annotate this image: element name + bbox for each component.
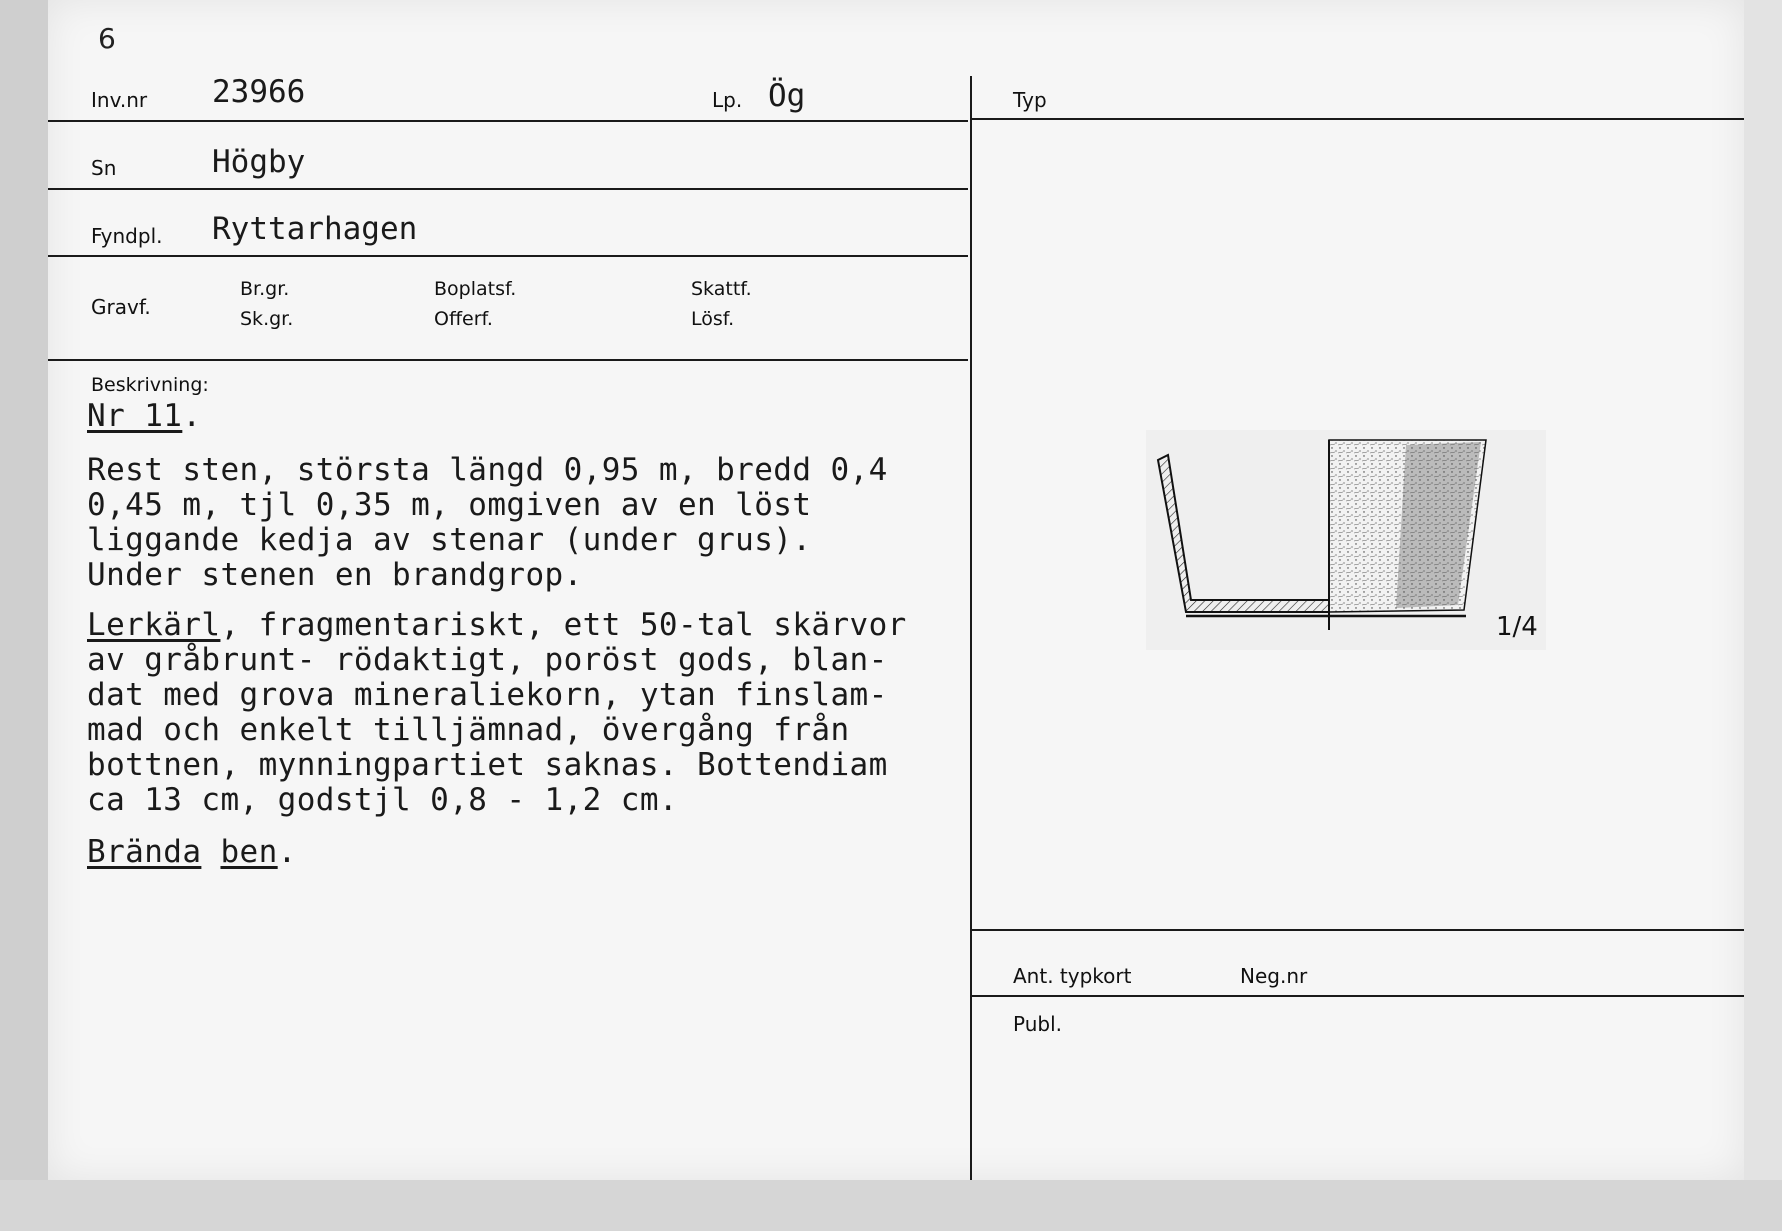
column-divider bbox=[970, 76, 972, 1180]
rule-gravf bbox=[48, 359, 968, 361]
lp-value: Ög bbox=[768, 78, 806, 114]
inv-nr-label: Inv.nr bbox=[91, 88, 148, 112]
lp-label: Lp. bbox=[712, 88, 743, 112]
brands-word: Brända bbox=[87, 834, 202, 870]
description-line: Under stenen en brandgrop. bbox=[87, 557, 583, 593]
neg-nr-label: Neg.nr bbox=[1240, 964, 1308, 988]
description-line: mad och enkelt tilljämnad, övergång från bbox=[87, 712, 850, 748]
page-number: 6 bbox=[98, 22, 116, 55]
rule-typ-bottom bbox=[972, 929, 1744, 931]
left-edge bbox=[0, 0, 48, 1231]
ant-typkort-label: Ant. typkort bbox=[1013, 964, 1132, 988]
description-line: liggande kedja av stenar (under grus). bbox=[87, 522, 812, 558]
fyndpl-label: Fyndpl. bbox=[91, 224, 163, 248]
sn-label: Sn bbox=[91, 156, 117, 180]
fyndpl-value: Ryttarhagen bbox=[212, 211, 418, 247]
description-line: 0,45 m, tjl 0,35 m, omgiven av en löst bbox=[87, 487, 812, 523]
description-line: ca 13 cm, godstjl 0,8 - 1,2 cm. bbox=[87, 782, 678, 818]
bottom-edge bbox=[0, 1180, 1782, 1231]
inv-nr-value: 23966 bbox=[212, 74, 306, 110]
rule-ant-typkort bbox=[972, 995, 1744, 997]
rule-sn bbox=[48, 188, 968, 190]
publ-label: Publ. bbox=[1013, 1012, 1062, 1036]
description-line: Rest sten, största längd 0,95 m, bredd 0,4 bbox=[87, 452, 888, 488]
lerkarl-rest: , fragmentariskt, ett 50-tal skärvor bbox=[220, 607, 907, 643]
br-gr-label: Br.gr. bbox=[240, 278, 290, 300]
vessel-drawing bbox=[1146, 430, 1546, 650]
description-line: bottnen, mynningpartiet saknas. Bottendiam bbox=[87, 747, 888, 783]
heading-suffix: . bbox=[182, 398, 202, 434]
lerkarl-word: Lerkärl bbox=[87, 607, 221, 643]
typ-label: Typ bbox=[1013, 88, 1047, 112]
rule-fyndpl bbox=[48, 255, 968, 257]
right-edge bbox=[1744, 0, 1782, 1231]
sn-value: Högby bbox=[212, 144, 306, 180]
description-heading bbox=[87, 398, 201, 434]
description-line: dat med grova mineraliekorn, ytan finslam- bbox=[87, 677, 888, 713]
scale-label: 1/4 bbox=[1496, 612, 1538, 642]
description-line bbox=[87, 607, 907, 643]
heading-nr: Nr 11 bbox=[87, 398, 183, 434]
gravf-label: Gravf. bbox=[91, 295, 151, 319]
offerf-label: Offerf. bbox=[434, 308, 493, 330]
brands-suffix: . bbox=[277, 834, 297, 870]
rule-typ bbox=[972, 118, 1744, 120]
rule-inv bbox=[48, 120, 968, 122]
ben-word: ben bbox=[220, 834, 278, 870]
losf-label: Lösf. bbox=[691, 308, 735, 330]
sk-gr-label: Sk.gr. bbox=[240, 308, 294, 330]
boplatsf-label: Boplatsf. bbox=[434, 278, 517, 300]
description-line: av gråbrunt- rödaktigt, poröst gods, blan- bbox=[87, 642, 888, 678]
beskrivning-label: Beskrivning: bbox=[91, 374, 209, 396]
description-line bbox=[87, 834, 297, 870]
skattf-label: Skattf. bbox=[691, 278, 752, 300]
